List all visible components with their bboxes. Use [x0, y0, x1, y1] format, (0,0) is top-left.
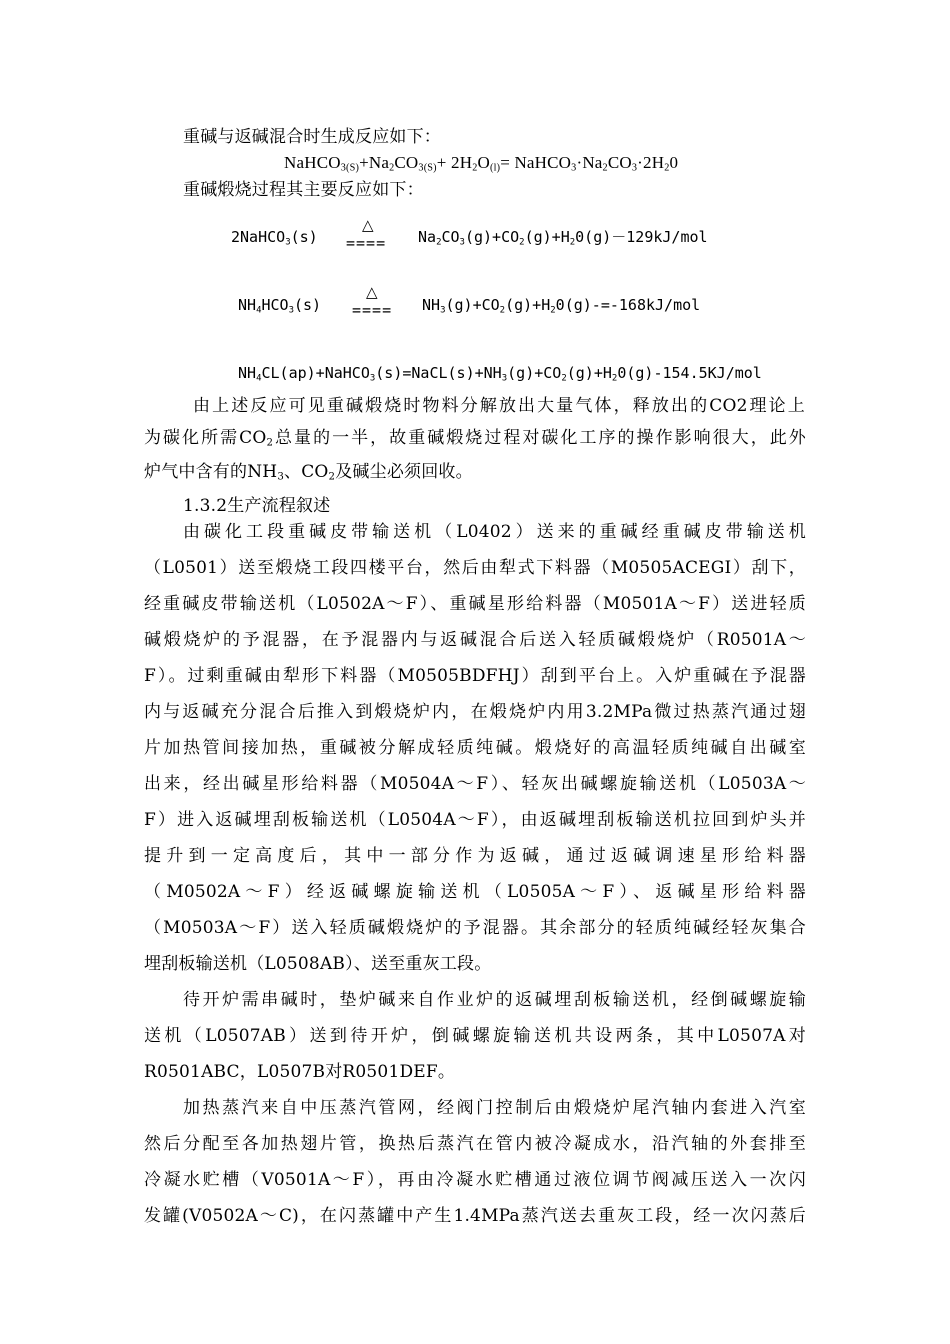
equation-sodium-bicarbonate-rhs: $Na_2CO_3(g)+CO_2(g)+H_20(g)-129kJ$/mol [418, 228, 708, 248]
paragraph-line: 内与返碱充分混合后推入到煅烧炉内，在煅烧炉内用3.2MPa微过热蒸汽通过翅 [144, 702, 806, 722]
paragraph-line: R0501ABC，L0507B对R0501DEF。 [144, 1062, 456, 1082]
paragraph-line: 送机（L0507AB）送到待开炉，倒碱螺旋输送机共设两条，其中L0507A对 [144, 1026, 806, 1046]
equation-ammonium-bicarbonate-rhs: $NH_3(g)+CO_2(g)+H_20(g)-=-168kJ$/mol [422, 296, 701, 316]
paragraph-line: 炉气中含有的$NH_3$、$CO_2$及碱尘必须回收。 [144, 462, 473, 483]
paragraph-line: 出来，经出碱星形给料器（M0504A～F）、轻灰出碱螺旋输送机（L0503A～ [144, 774, 806, 794]
paragraph-line: 发罐(V0502A～C)，在闪蒸罐中产生1.4MPa蒸汽送去重灰工段，经一次闪蒸后 [144, 1206, 806, 1226]
paragraph-line: 由碳化工段重碱皮带输送机（L0402）送来的重碱经重碱皮带输送机 [183, 522, 806, 542]
section-heading: 1.3.2生产流程叙述 [183, 496, 331, 516]
equation-ammonium-bicarbonate-lhs: $NH_4HCO_3(s)$ [238, 296, 322, 316]
equals-sign: ==== [346, 234, 387, 252]
paragraph-line: （M0503A～F）送入轻质碱煅烧炉的予混器。其余部分的轻质纯碱经轻灰集合 [144, 918, 806, 938]
mix-reaction-heading: 重碱与返碱混合时生成反应如下： [183, 127, 441, 147]
heat-delta-icon: △ [366, 283, 378, 301]
equals-sign: ==== [352, 301, 393, 319]
paragraph-line: F）。过剩重碱由犁形下料器（M0505BDFHJ）刮到平台上。入炉重碱在予混器 [144, 666, 806, 686]
equation-ammonium-chloride: $NH_4CL(ap)+NaHCO_3(s)=NaCL(s)+NH_3(g)+CO_2(g)+H_20(g)-154.5KJ$/mol [238, 364, 762, 384]
paragraph-line: 由上述反应可见重碱煅烧时物料分解放出大量气体，释放出的CO2理论上 [193, 396, 805, 416]
paragraph-line: 加热蒸汽来自中压蒸汽管网，经阀门控制后由煅烧炉尾汽轴内套进入汽室 [183, 1098, 806, 1118]
paragraph-line: 片加热管间接加热，重碱被分解成轻质纯碱。煅烧好的高温轻质纯碱自出碱室 [144, 738, 806, 758]
paragraph-line: 埋刮板输送机（L0508AB）、送至重灰工段。 [144, 954, 492, 974]
paragraph-line: （M0502A～F）经返碱螺旋输送机（L0505A～F）、返碱星形给料器 [144, 882, 806, 902]
paragraph-line: 碱煅烧炉的予混器，在予混器内与返碱混合后送入轻质碱煅烧炉（R0501A～ [144, 630, 806, 650]
equation-sodium-bicarbonate-lhs: 2NaHCO$_3$(s) [231, 228, 318, 248]
paragraph-line: 待开炉需串碱时，垫炉碱来自作业炉的返碱埋刮板输送机，经倒碱螺旋输 [183, 990, 806, 1010]
heat-delta-icon: △ [362, 216, 374, 234]
paragraph-line: （L0501）送至煅烧工段四楼平台，然后由犁式下料器（M0505ACEGI）刮下， [144, 558, 806, 578]
mixing-equation: $NaHCO_{3(S)}+Na_2CO_{3(S)}+ 2H_2O_{(l)}=$ $NaHCO_3\cdot Na_2CO_3\cdot 2H_20$ [284, 153, 679, 174]
paragraph-line: 提升到一定高度后，其中一部分作为返碱，通过返碱调速星形给料器 [144, 846, 806, 866]
paragraph-line: 经重碱皮带输送机（L0502A～F）、重碱星形给料器（M0501A～F）送进轻质 [144, 594, 806, 614]
calcination-reaction-heading: 重碱煅烧过程其主要反应如下： [183, 180, 424, 200]
paragraph-line: 然后分配至各加热翅片管，换热后蒸汽在管内被冷凝成水，沿汽轴的外套排至 [144, 1134, 806, 1154]
paragraph-line: 冷凝水贮槽（V0501A～F），再由冷凝水贮槽通过液位调节阀减压送入一次闪 [144, 1170, 806, 1190]
paragraph-line: 为碳化所需$CO_2$总量的一半，故重碱煅烧过程对碳化工序的操作影响很大，此外 [144, 428, 806, 449]
paragraph-line: F）进入返碱埋刮板输送机（L0504A～F），由返碱埋刮板输送机拉回到炉头并 [144, 810, 806, 830]
